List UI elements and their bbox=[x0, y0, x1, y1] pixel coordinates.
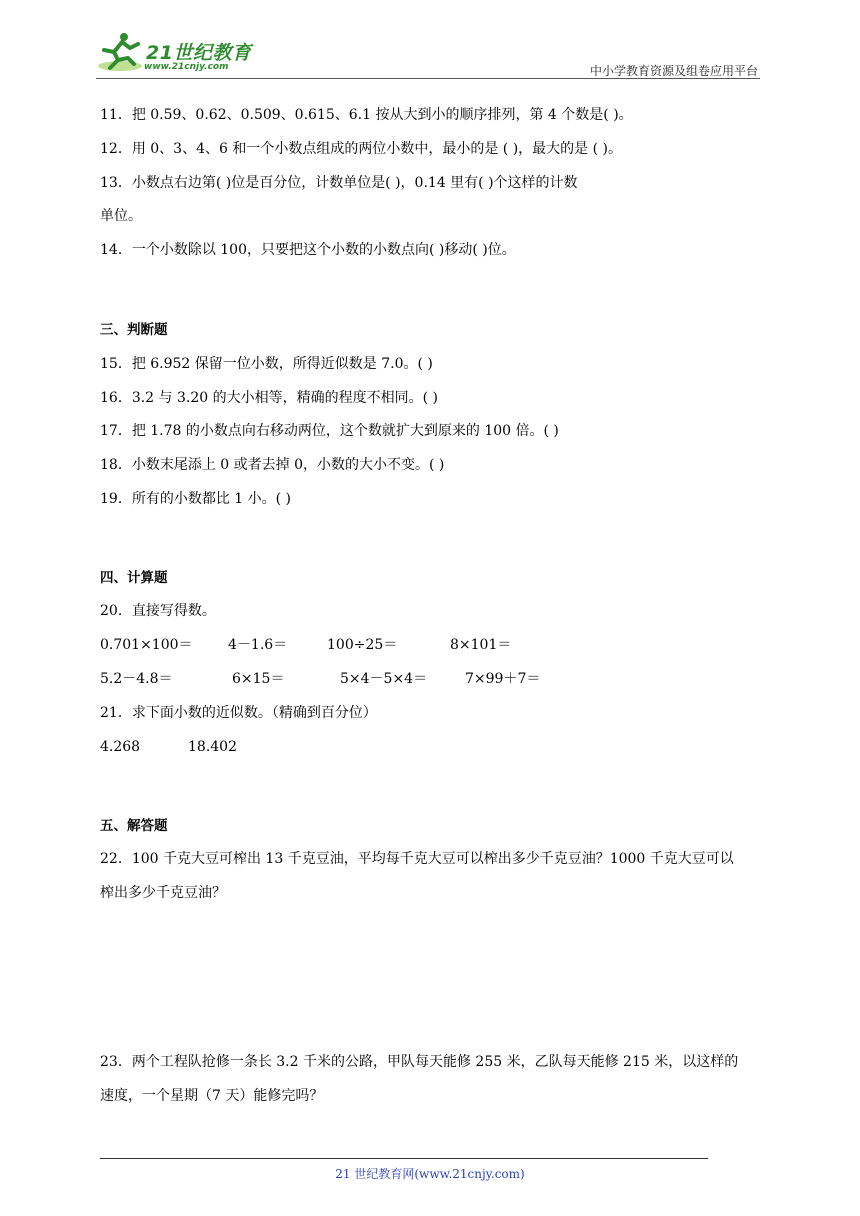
question-20: 20．直接写得数。 bbox=[100, 603, 216, 619]
question-16: 16．3.2 与 3.20 的大小相等，精确的程度不相同。( ) bbox=[100, 390, 438, 406]
calc-item: 5×4－5×4＝ bbox=[340, 671, 428, 687]
logo-wordmark: 21世纪教育 bbox=[146, 42, 252, 64]
approx-item: 4.268 bbox=[100, 739, 141, 755]
calc-item: 100÷25＝ bbox=[327, 637, 398, 653]
footer-divider bbox=[100, 1158, 708, 1159]
section-title-calculation: 四、计算题 bbox=[100, 570, 168, 586]
section-title-answer: 五、解答题 bbox=[100, 818, 168, 834]
calc-item: 4－1.6＝ bbox=[228, 637, 288, 653]
question-22-line1: 22．100 千克大豆可榨出 13 千克豆油，平均每千克大豆可以榨出多少千克豆油？1000 千克大豆可以 bbox=[100, 851, 734, 867]
question-21: 21．求下面小数的近似数。（精确到百分位） bbox=[100, 705, 377, 721]
question-13-line2: 单位。 bbox=[100, 208, 142, 224]
footer-text: 21 世纪教育网(www.21cnjy.com) bbox=[335, 1167, 525, 1181]
question-13-line1: 13．小数点右边第( )位是百分位，计数单位是( )，0.14 里有( )个这样的计数 bbox=[100, 175, 578, 191]
question-23-line1: 23．两个工程队抢修一条长 3.2 千米的公路，甲队每天能修 255 米，乙队每天能修 215 米，以这样的 bbox=[100, 1054, 739, 1070]
calc-item: 7×99＋7＝ bbox=[465, 671, 541, 687]
page-header bbox=[96, 30, 760, 78]
approx-row bbox=[100, 737, 400, 757]
calc-item: 6×15＝ bbox=[232, 671, 285, 687]
question-19: 19．所有的小数都比 1 小。( ) bbox=[100, 491, 291, 507]
question-14: 14．一个小数除以 100，只要把这个小数的小数点向( )移动( )位。 bbox=[100, 242, 516, 258]
question-12: 12．用 0、3、4、6 和一个小数点组成的两位小数中，最小的是 ( )，最大的是 ( )。 bbox=[100, 141, 622, 157]
question-11: 11．把 0.59、0.62、0.509、0.615、6.1 按从大到小的顺序排列，第 4 个数是( )。 bbox=[100, 107, 633, 123]
calc-row-2 bbox=[100, 669, 700, 689]
logo-url: www.21cnjy.com bbox=[144, 62, 229, 72]
question-22-line2: 榨出多少千克豆油？ bbox=[100, 885, 226, 901]
site-logo bbox=[96, 30, 266, 76]
calc-item: 0.701×100＝ bbox=[100, 637, 193, 653]
question-23-line2: 速度，一个星期（7 天）能修完吗？ bbox=[100, 1088, 324, 1104]
platform-slogan: 中小学教育资源及组卷应用平台 bbox=[589, 64, 758, 78]
calc-row-1 bbox=[100, 635, 700, 655]
question-15: 15．把 6.952 保留一位小数，所得近似数是 7.0。( ) bbox=[100, 356, 433, 372]
calc-item: 5.2－4.8＝ bbox=[100, 671, 173, 687]
section-title-judgement: 三、判断题 bbox=[100, 322, 168, 338]
approx-item: 18.402 bbox=[188, 739, 237, 755]
question-17: 17．把 1.78 的小数点向右移动两位，这个数就扩大到原来的 100 倍。( ) bbox=[100, 423, 559, 439]
runner-logo-icon bbox=[96, 30, 148, 76]
calc-item: 8×101＝ bbox=[450, 637, 512, 653]
header-divider bbox=[96, 78, 760, 79]
question-18: 18．小数末尾添上 0 或者去掉 0，小数的大小不变。( ) bbox=[100, 457, 445, 473]
